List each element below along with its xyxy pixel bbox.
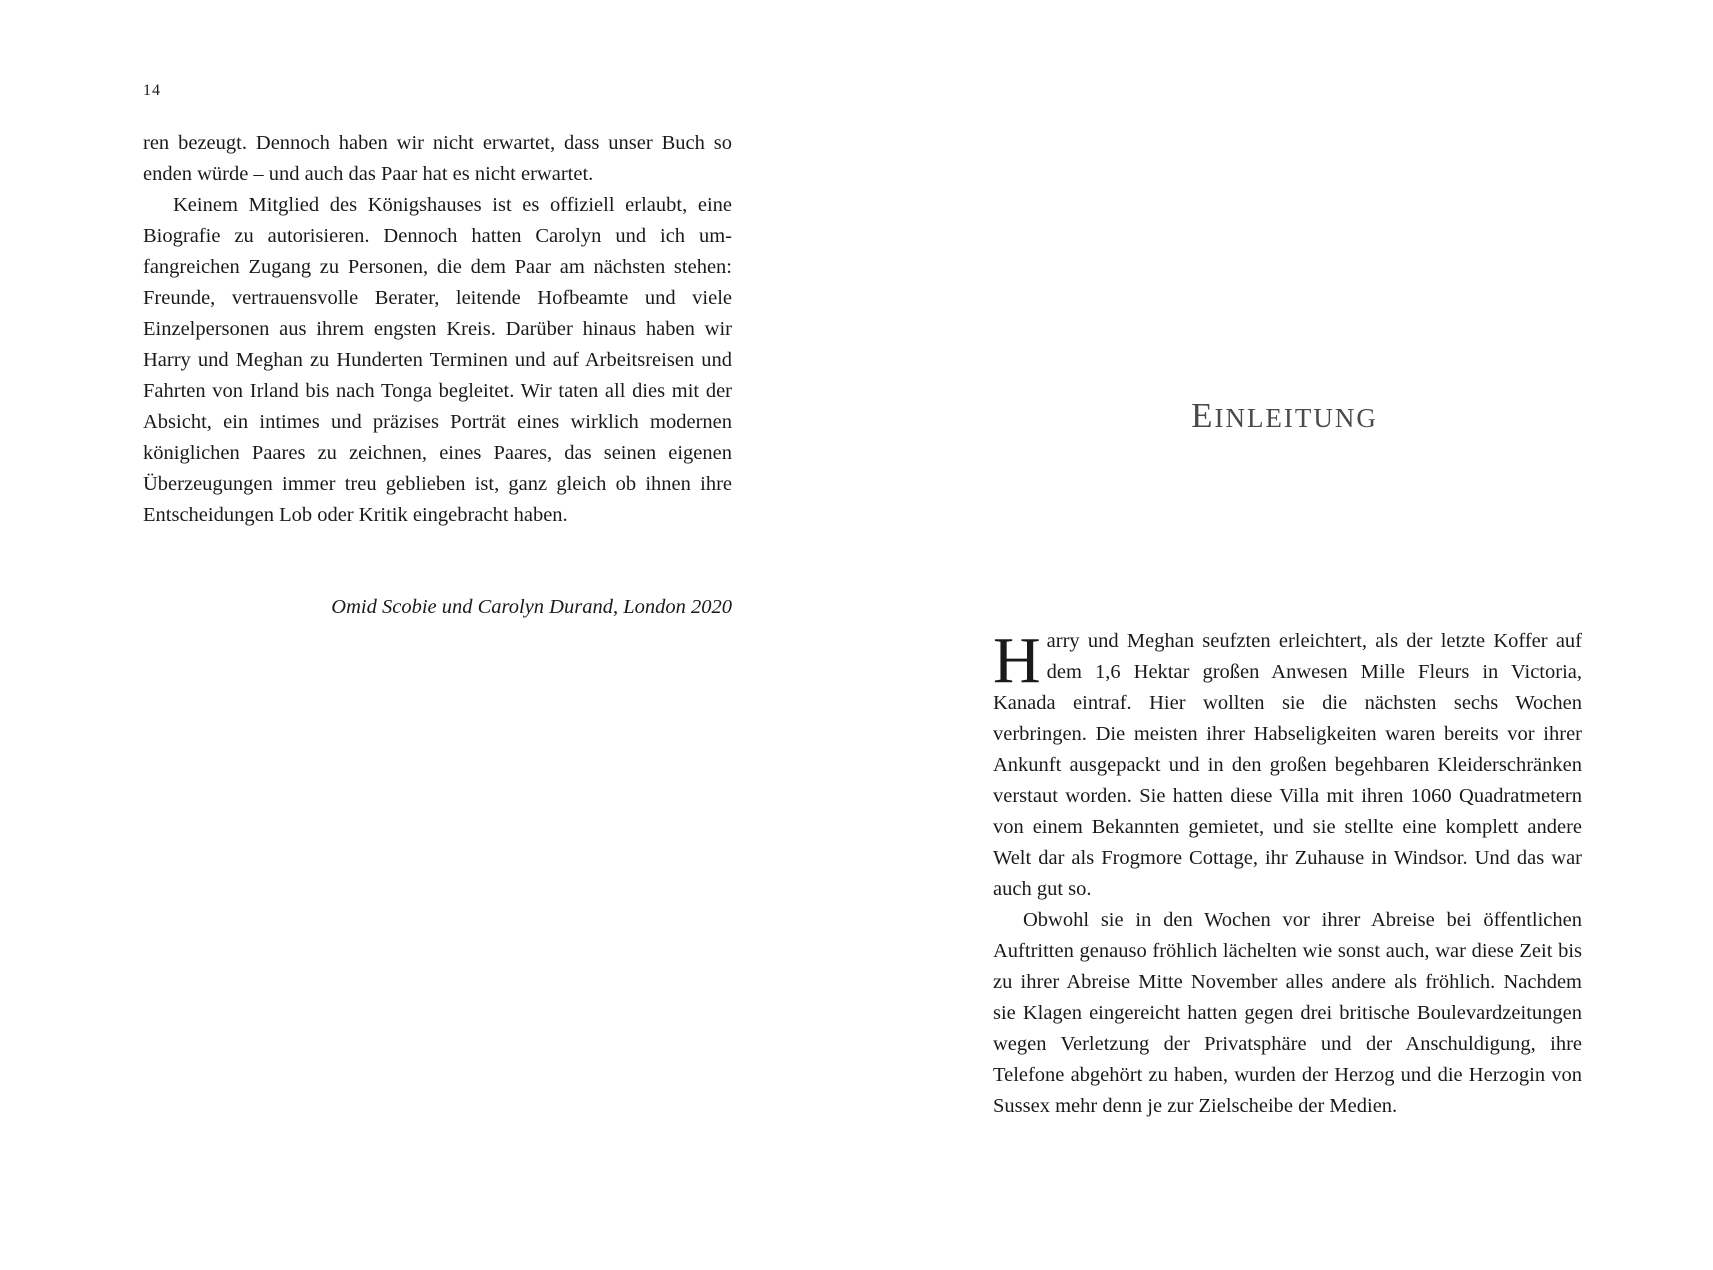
paragraph: Obwohl sie in den Wochen vor ihrer Abreise bei öffentlichen Auftritten genauso fröhlich lächelten wie sonst auch, war diese Zeit bis zu ihrer Abreise Mitte November alles andere als fröhlich. Nachdem sie Klagen eingereicht hatten gegen drei britische Boulevardzeitungen wegen Verletzung der Privatsphäre und der Anschuldigung, ihre Telefone abgehört zu haben, wurden der Herzog und die Herzogin von Sussex mehr denn je zur Zielscheibe der Medien.	[993, 909, 1582, 1117]
right-page	[856, 0, 1713, 1270]
left-page	[0, 0, 856, 1270]
opening-paragraph	[993, 626, 1582, 905]
chapter-title	[856, 396, 1713, 436]
paragraph: Keinem Mitglied des Königshauses ist es offiziell erlaubt, eine Biografie zu autorisieren. Dennoch hatten Carolyn und ich umfangreichen Zugang zu Personen, die dem Paar am nächsten stehen: Freunde, vertrauensvolle Berater, leitende Hofbeamte und viele Einzelpersonen aus ihrem engsten Kreis. Darüber hinaus haben wir Harry und Meghan zu Hunderten Terminen und auf Arbeitsreisen und Fahrten von Irland bis nach Tonga begleitet. Wir taten all dies mit der Absicht, ein intimes und präzises Porträt eines wirklich modernen königlichen Paares zu zeichnen, eines Paares, das seinen eigenen Überzeugungen immer treu geblieben ist, ganz gleich ob ihnen ihre Entscheidungen Lob oder Kritik eingebracht haben.	[143, 194, 732, 526]
paragraph: ren bezeugt. Dennoch haben wir nicht erwartet, dass unser Buch so enden würde – und auch das Paar hat es nicht erwartet.	[143, 132, 732, 185]
chapter-title-rest: INLEITUNG	[1214, 403, 1378, 433]
chapter-title-initial: E	[1191, 396, 1215, 435]
opening-paragraph-text: arry und Meghan seufzten erleichtert, als der letzte Koffer auf dem 1,6 Hektar großen Anwesen Mille Fleurs in Victoria, Kanada eintraf. Hier wollten sie die nächsten sechs Wochen verbringen. Die meisten ihrer Habseligkeiten waren bereits vor ihrer Ankunft ausgepackt und in den großen begehbaren Kleiderschränken verstaut worden. Sie hatten diese Villa mit ihren 1060 Quadratmetern von einem Bekannten gemietet, und sie stellte eine komplett andere Welt dar als Frogmore Cottage, ihr Zuhause in Windsor. Und das war auch gut so.	[993, 630, 1582, 900]
left-page-body	[143, 128, 732, 531]
right-page-body	[993, 626, 1582, 1122]
author-signature: Omid Scobie und Carolyn Durand, London 2020	[331, 596, 732, 618]
page-number: 14	[143, 82, 161, 99]
drop-cap: H	[993, 624, 1041, 697]
